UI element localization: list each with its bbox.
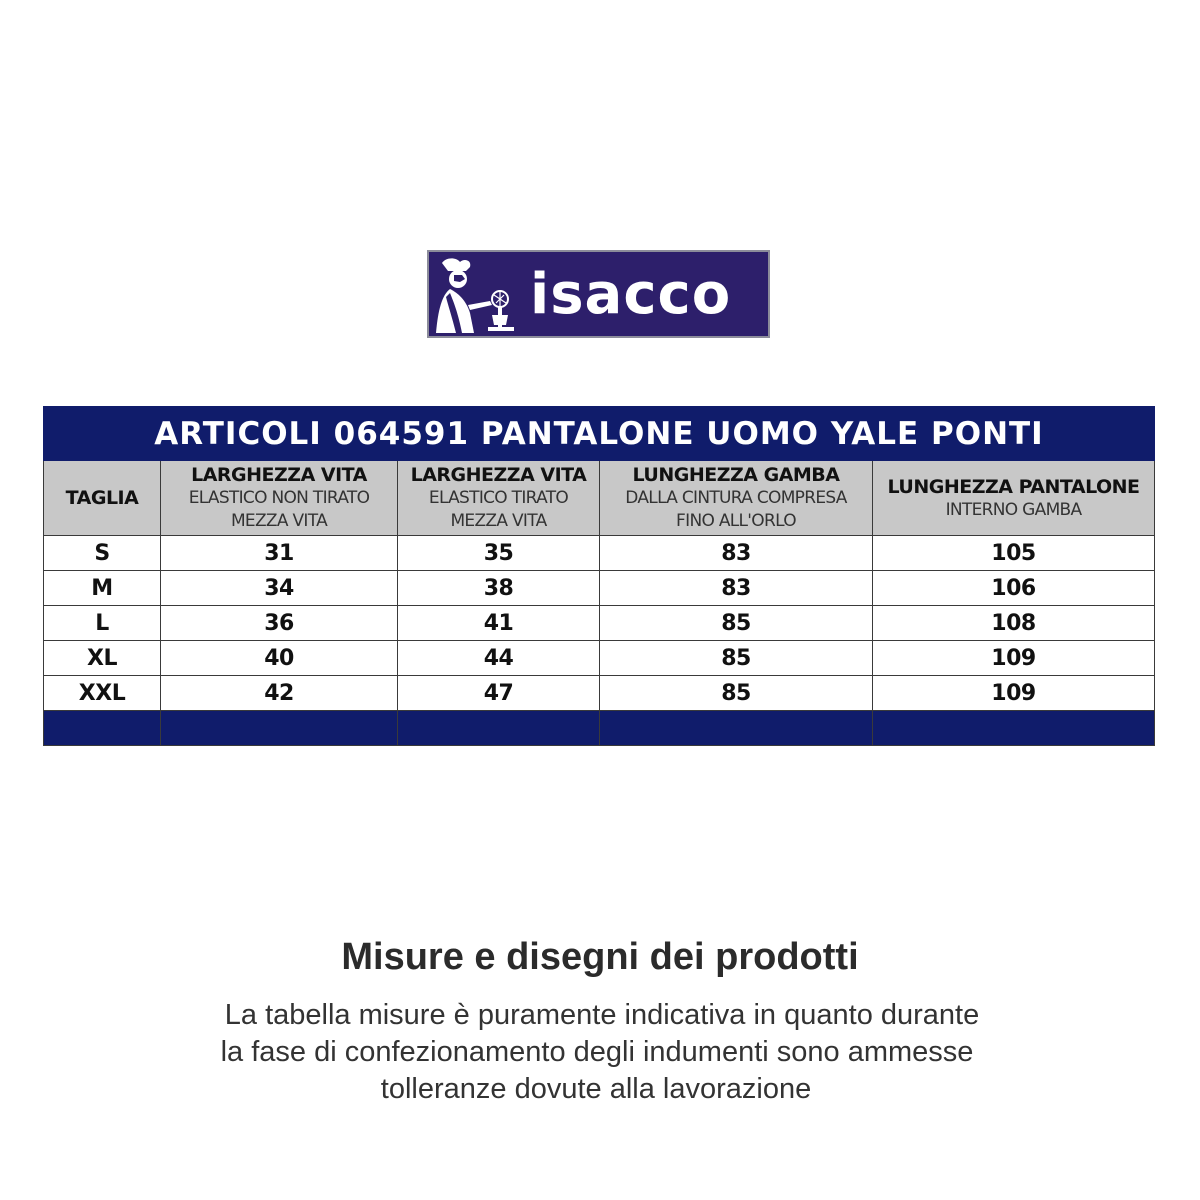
value-cell: 47 [398, 676, 600, 711]
footer-cell [600, 711, 873, 746]
table-row [44, 606, 1155, 641]
header-lunghezza-gamba: LUNGHEZZA GAMBA DALLA CINTURA COMPRESA FINO ALL'ORLO [600, 461, 873, 536]
disclaimer-text [0, 997, 1200, 1108]
table-title: ARTICOLI 064591 PANTALONE UOMO YALE PONTI [44, 407, 1155, 461]
section-title: Misure e disegni dei prodotti [341, 936, 859, 978]
table-row [44, 536, 1155, 571]
value-cell: 109 [873, 641, 1155, 676]
disclaimer-line: la fase di confezionamento degli indumenti sono ammesse [220, 1036, 974, 1068]
value-cell: 85 [600, 641, 873, 676]
header-larghezza-vita-non-tirato: LARGHEZZA VITA ELASTICO NON TIRATO MEZZA VITA [161, 461, 398, 536]
size-cell: M [44, 571, 161, 606]
size-cell: L [44, 606, 161, 641]
value-cell: 109 [873, 676, 1155, 711]
table-header-row [44, 461, 1155, 536]
value-cell: 35 [398, 536, 600, 571]
value-cell: 31 [161, 536, 398, 571]
value-cell: 41 [398, 606, 600, 641]
value-cell: 83 [600, 536, 873, 571]
value-cell: 36 [161, 606, 398, 641]
table-footer-row [44, 711, 1155, 746]
size-table [43, 406, 1155, 746]
value-cell: 85 [600, 606, 873, 641]
value-cell: 42 [161, 676, 398, 711]
header-taglia: TAGLIA [44, 461, 161, 536]
value-cell: 38 [398, 571, 600, 606]
table-row [44, 571, 1155, 606]
value-cell: 83 [600, 571, 873, 606]
size-cell: XL [44, 641, 161, 676]
value-cell: 108 [873, 606, 1155, 641]
value-cell: 34 [161, 571, 398, 606]
disclaimer-line: La tabella misure è puramente indicativa in quanto durante [224, 999, 980, 1031]
value-cell: 44 [398, 641, 600, 676]
header-lunghezza-pantalone: LUNGHEZZA PANTALONE INTERNO GAMBA [873, 461, 1155, 536]
table-row [44, 641, 1155, 676]
brand-logo [427, 250, 770, 338]
footer-cell [44, 711, 161, 746]
disclaimer-line: tolleranze dovute alla lavorazione [380, 1073, 812, 1105]
chef-mascot-icon [432, 255, 532, 335]
footer-cell [398, 711, 600, 746]
footer-cell [161, 711, 398, 746]
table-title-row [44, 407, 1155, 461]
value-cell: 106 [873, 571, 1155, 606]
table-row [44, 676, 1155, 711]
size-cell: XXL [44, 676, 161, 711]
logo-background [432, 255, 765, 333]
value-cell: 40 [161, 641, 398, 676]
size-cell: S [44, 536, 161, 571]
logo-wordmark: isacco [530, 262, 732, 327]
value-cell: 105 [873, 536, 1155, 571]
header-larghezza-vita-tirato: LARGHEZZA VITA ELASTICO TIRATO MEZZA VITA [398, 461, 600, 536]
value-cell: 85 [600, 676, 873, 711]
footer-cell [873, 711, 1155, 746]
